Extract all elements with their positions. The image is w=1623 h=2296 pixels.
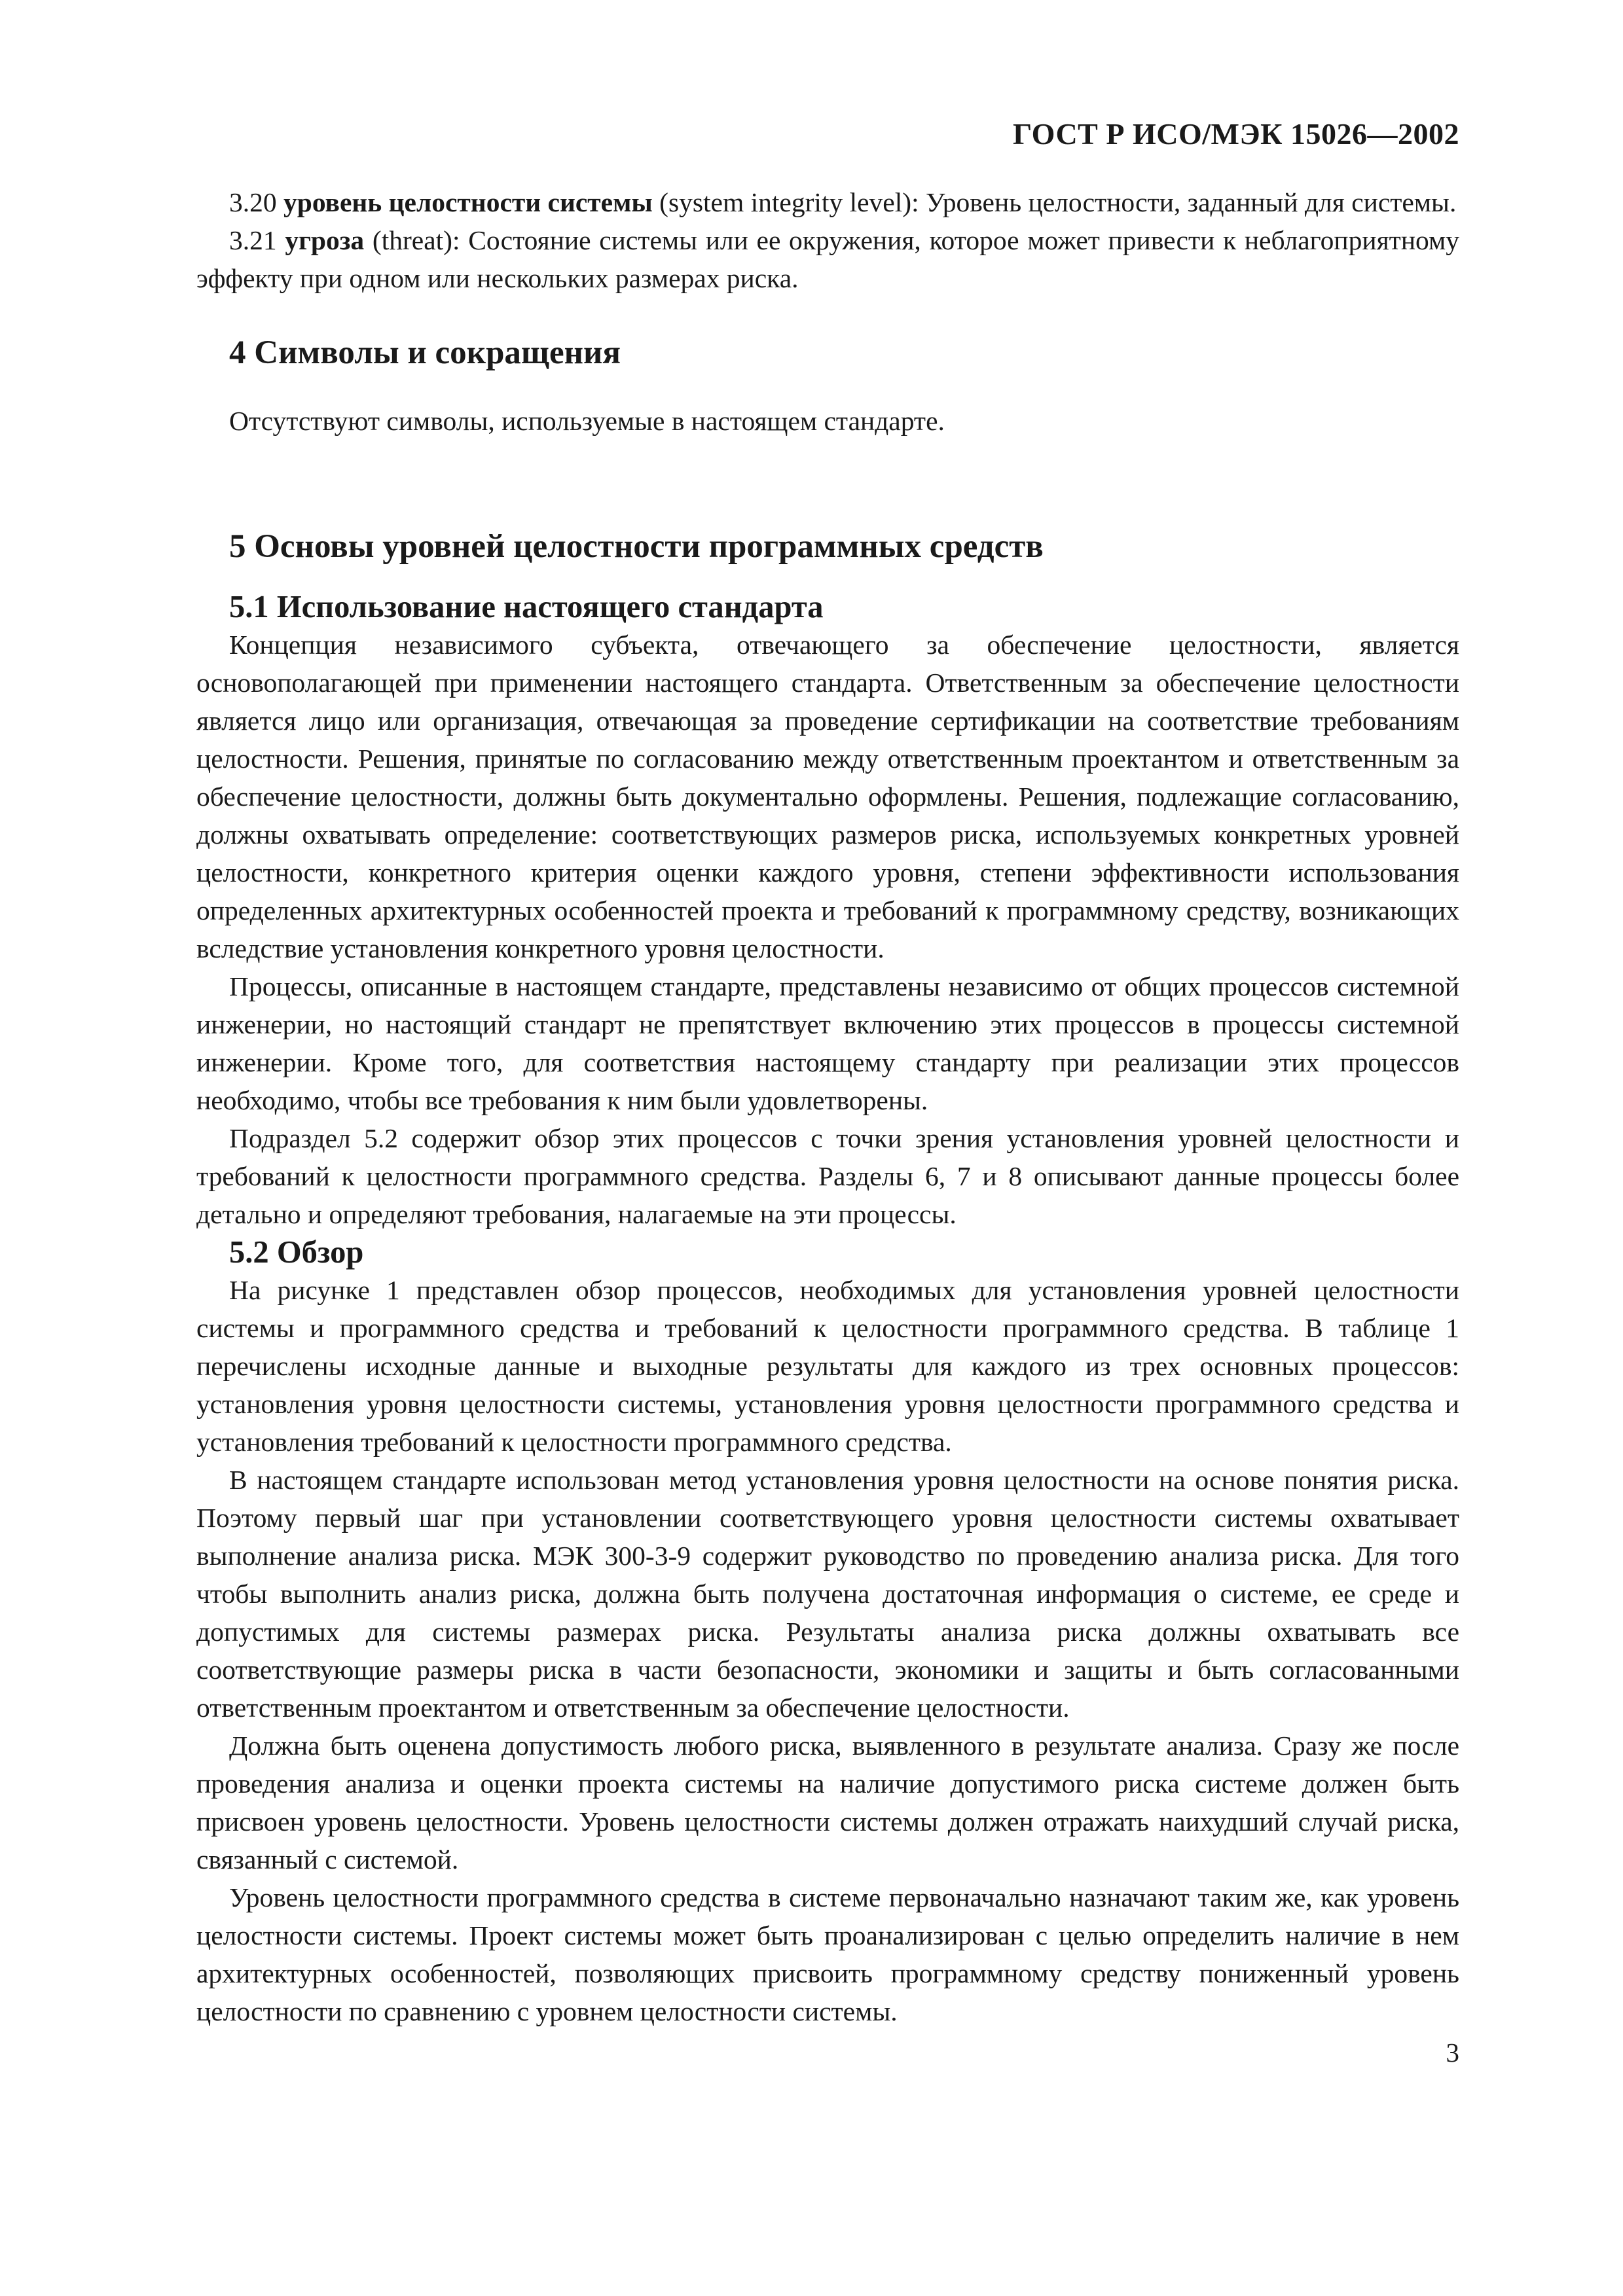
document-header: ГОСТ Р ИСО/МЭК 15026—2002: [1013, 117, 1459, 151]
section-5-heading: 5 Основы уровней целостности программных средств: [229, 528, 1044, 565]
section-4-heading: 4 Символы и сокращения: [229, 334, 621, 371]
paragraph: Должна быть оценена допустимость любого риска, выявленного в результате анализа. Сразу же после проведения анализа и оценки проекта системы на наличие допустимого риска системе должен быть присвоен уровень целостности. Уровень целостности системы должен отражать наихудший случай риска, связанный с системой.: [196, 1731, 1459, 1874]
term-text: (threat): Состояние системы или ее окружения, которое может привести к неблагоприятному эффекту при одном или нескольких размерах риска.: [196, 225, 1459, 293]
subsection-5-2-heading: 5.2 Обзор: [229, 1234, 364, 1270]
paragraph: В настоящем стандарте использован метод установления уровня целостности на основе понятия риска. Поэтому первый шаг при установлении соответствующего уровня целостности системы охватывает выполнение анализа риска. МЭК 300-3-9 содержит руководство по проведению анализа риска. Для того чтобы выполнить анализ риска, должна быть получена достаточная информация о системе, ее среде и допустимых для системы размерах риска. Результаты анализа риска должны охватывать все соответствующие размеры риска в части безопасности, экономики и защиты и быть согласованными ответственным проектантом и ответственным за обеспечение целостности.: [196, 1465, 1459, 1723]
page-number: 3: [1446, 2037, 1459, 2068]
paragraph: На рисунке 1 представлен обзор процессов, необходимых для установления уровней целостности системы и программного средства и требований к целостности программного средства. В таблице 1 перечислены исходные данные и выходные результаты для каждого из трех основных процессов: установления уровня целостности системы, установления уровня целостности программного средства и установления требований к целостности программного средства.: [196, 1275, 1459, 1457]
term-number: 3.20: [229, 187, 277, 217]
term-text: (system integrity level): Уровень целостности, заданный для системы.: [652, 187, 1457, 217]
section-4-text: Отсутствуют символы, используемые в настоящем стандарте.: [229, 406, 945, 436]
term-number: 3.21: [229, 225, 277, 255]
paragraph: Подраздел 5.2 содержит обзор этих процессов с точки зрения установления уровней целостности и требований к целостности программного средства. Разделы 6, 7 и 8 описывают данные процессы более детально и определяют требования, налагаемые на эти процессы.: [196, 1123, 1459, 1229]
document-body: [196, 183, 1459, 2030]
term-definition-3-21: [196, 221, 1459, 297]
term-name: уровень целостности системы: [283, 187, 653, 217]
paragraph: Уровень целостности программного средства в системе первоначально назначают таким же, как уровень целостности системы. Проект системы может быть проанализирован с целью определить наличие в нем архитектурных особенностей, позволяющих присвоить программному средству пониженный уровень целостности по сравнению с уровнем целостности системы.: [196, 1882, 1459, 2026]
term-definition-3-20: [196, 183, 1459, 221]
term-name: угроза: [285, 225, 365, 255]
paragraph: Процессы, описанные в настоящем стандарте, представлены независимо от общих процессов системной инженерии, но настоящий стандарт не препятствует включению этих процессов в процессы системной инженерии. Кроме того, для соответствия настоящему стандарту при реализации этих процессов необходимо, чтобы все требования к ним были удовлетворены.: [196, 971, 1459, 1115]
subsection-5-1-heading: 5.1 Использование настоящего стандарта: [229, 589, 824, 624]
paragraph: Концепция независимого субъекта, отвечающего за обеспечение целостности, является основополагающей при применении настоящего стандарта. Ответственным за обеспечение целостности является лицо или организация, отвечающая за проведение сертификации на соответствие требованиям целостности. Решения, принятые по согласованию между ответственным проектантом и ответственным за обеспечение целостности, должны быть документально оформлены. Решения, подлежащие согласованию, должны охватывать определение: соответствующих размеров риска, используемых конкретных уровней целостности, конкретного критерия оценки каждого уровня, степени эффективности использования определенных архитектурных особенностей проекта и требований к программному средству, возникающих вследствие установления конкретного уровня целостности.: [196, 630, 1459, 963]
